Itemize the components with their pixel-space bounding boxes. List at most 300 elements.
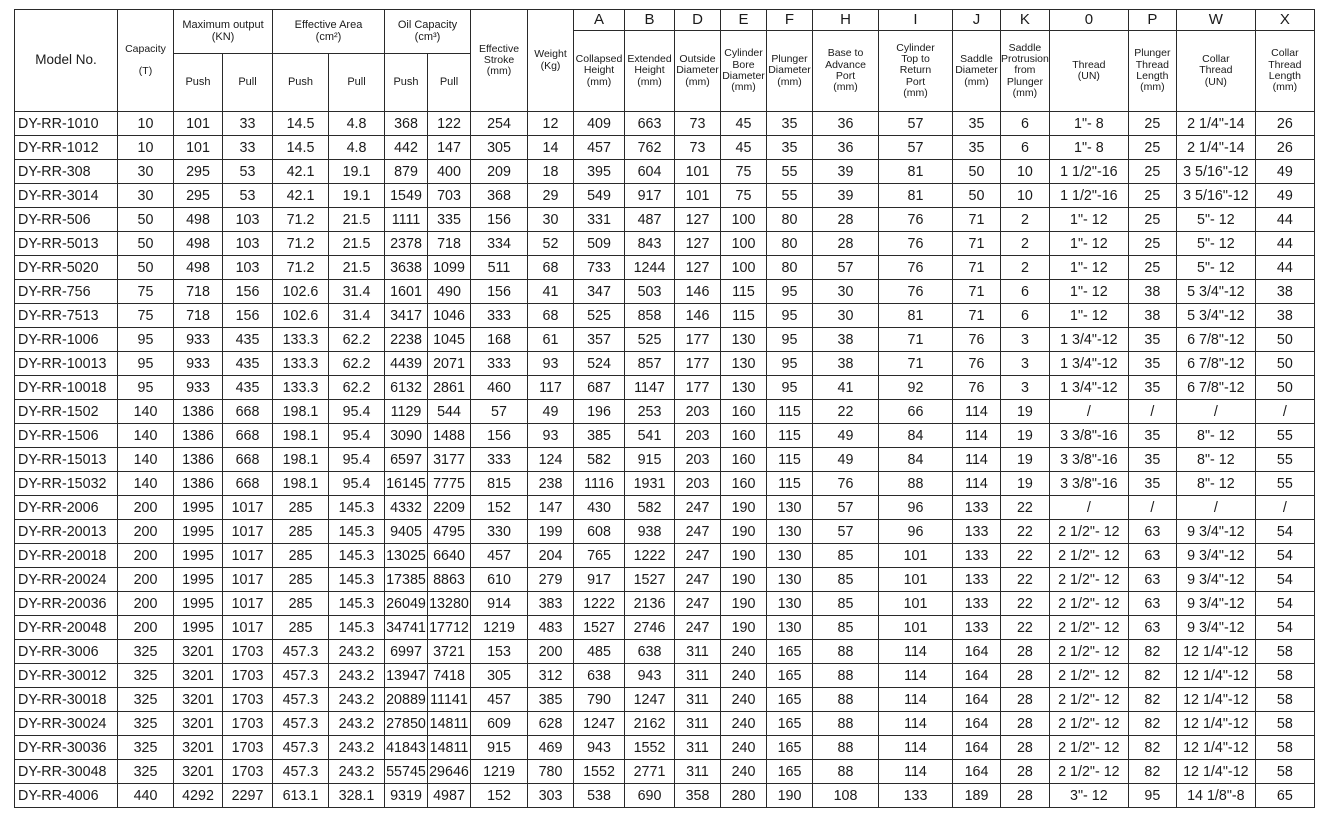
cell-outside-diameter: 177 [675,328,721,352]
cell-extended-height: 582 [625,496,675,520]
cell-collar-thread: 3 5/16"-12 [1176,160,1255,184]
cell-base-to-advance-port: 49 [813,424,879,448]
table-header [15,10,1315,112]
cell-collar-thread-length: 49 [1255,160,1314,184]
cell-collar-thread: 8"- 12 [1176,472,1255,496]
cell-collapsed-height: 457 [574,136,625,160]
cell-saddle-protrusion: 28 [1001,688,1050,712]
cell-saddle-diameter: 114 [953,472,1001,496]
header-letter-i: I [879,10,953,31]
cell-area-pull: 145.3 [329,496,385,520]
cell-extended-height: 1244 [625,256,675,280]
cell-extended-height: 503 [625,280,675,304]
cell-collar-thread-length: 58 [1255,736,1314,760]
cell-area-push: 285 [273,568,329,592]
header-letter-j: J [953,10,1001,31]
cell-oil-push: 6132 [385,376,428,400]
cell-output-pull: 156 [223,280,273,304]
cell-oil-push: 442 [385,136,428,160]
cell-oil-pull: 14811 [428,736,471,760]
cell-base-to-advance-port: 88 [813,760,879,784]
cell-collapsed-height: 733 [574,256,625,280]
cell-base-to-advance-port: 108 [813,784,879,808]
cell-plunger-thread-length: 63 [1128,568,1176,592]
cell-top-to-return-port: 76 [879,208,953,232]
cell-weight: 93 [528,424,574,448]
cell-effective-stroke: 368 [471,184,528,208]
cell-capacity: 10 [118,136,174,160]
header-plunger-diameter: Plunger Diameter (mm) [767,31,813,112]
cell-plunger-diameter: 190 [767,784,813,808]
cell-area-push: 457.3 [273,640,329,664]
cell-model: DY-RR-308 [15,160,118,184]
cell-model: DY-RR-1006 [15,328,118,352]
cell-area-push: 71.2 [273,256,329,280]
cell-thread: 2 1/2"- 12 [1049,592,1128,616]
cell-area-push: 133.3 [273,352,329,376]
header-area-pull: Pull [329,54,385,112]
cell-top-to-return-port: 71 [879,328,953,352]
cell-weight: 68 [528,256,574,280]
cell-oil-pull: 1488 [428,424,471,448]
cell-oil-pull: 8863 [428,568,471,592]
cell-collar-thread: 5 3/4"-12 [1176,280,1255,304]
cell-area-push: 198.1 [273,472,329,496]
cell-weight: 41 [528,280,574,304]
cell-saddle-protrusion: 22 [1001,520,1050,544]
cell-output-pull: 156 [223,304,273,328]
cell-collar-thread-length: 58 [1255,712,1314,736]
cell-top-to-return-port: 81 [879,184,953,208]
cell-area-push: 285 [273,520,329,544]
cell-area-pull: 145.3 [329,616,385,640]
header-collar-thread: Collar Thread (UN) [1176,31,1255,112]
cell-effective-stroke: 305 [471,664,528,688]
cell-area-push: 42.1 [273,160,329,184]
cell-saddle-protrusion: 22 [1001,592,1050,616]
cell-top-to-return-port: 71 [879,352,953,376]
header-cylinder-bore-diameter: Cylinder Bore Diameter (mm) [721,31,767,112]
cell-capacity: 95 [118,376,174,400]
cell-plunger-thread-length: 82 [1128,664,1176,688]
cell-plunger-diameter: 115 [767,400,813,424]
cell-weight: 199 [528,520,574,544]
table-row [15,496,1315,520]
cell-area-push: 133.3 [273,376,329,400]
cell-model: DY-RR-30024 [15,712,118,736]
cell-area-pull: 95.4 [329,472,385,496]
cell-model: DY-RR-30048 [15,760,118,784]
cell-saddle-protrusion: 10 [1001,160,1050,184]
cell-capacity: 325 [118,760,174,784]
cell-weight: 93 [528,352,574,376]
cell-top-to-return-port: 114 [879,664,953,688]
header-letter-0: 0 [1049,10,1128,31]
cell-oil-push: 20889 [385,688,428,712]
cell-bore-diameter: 75 [721,160,767,184]
cell-thread: 1 3/4"-12 [1049,376,1128,400]
cell-top-to-return-port: 76 [879,232,953,256]
header-letter-e: E [721,10,767,31]
cell-collar-thread-length: / [1255,496,1314,520]
table-row [15,208,1315,232]
cell-plunger-thread-length: 82 [1128,640,1176,664]
cell-capacity: 325 [118,712,174,736]
cell-outside-diameter: 73 [675,136,721,160]
table-row [15,568,1315,592]
cell-model: DY-RR-506 [15,208,118,232]
cell-plunger-diameter: 80 [767,256,813,280]
cell-thread: 1 1/2"-16 [1049,160,1128,184]
cell-top-to-return-port: 114 [879,688,953,712]
cell-outside-diameter: 311 [675,712,721,736]
cell-output-push: 1995 [174,616,223,640]
cell-collapsed-height: 357 [574,328,625,352]
cell-weight: 483 [528,616,574,640]
cell-outside-diameter: 311 [675,640,721,664]
cell-base-to-advance-port: 85 [813,568,879,592]
cell-oil-push: 1111 [385,208,428,232]
cell-collar-thread: 8"- 12 [1176,448,1255,472]
cell-saddle-diameter: 133 [953,592,1001,616]
cell-output-pull: 1703 [223,760,273,784]
cell-plunger-thread-length: 82 [1128,688,1176,712]
cell-capacity: 30 [118,184,174,208]
cell-plunger-thread-length: 25 [1128,136,1176,160]
table-row [15,352,1315,376]
cell-oil-push: 2238 [385,328,428,352]
cell-outside-diameter: 101 [675,160,721,184]
cell-oil-pull: 1045 [428,328,471,352]
cell-collar-thread-length: 54 [1255,616,1314,640]
cell-collar-thread-length: 44 [1255,232,1314,256]
cell-oil-push: 3638 [385,256,428,280]
cell-weight: 303 [528,784,574,808]
cell-oil-push: 6997 [385,640,428,664]
cell-collar-thread-length: 38 [1255,304,1314,328]
cell-bore-diameter: 160 [721,448,767,472]
cell-output-push: 933 [174,328,223,352]
cell-saddle-protrusion: 28 [1001,712,1050,736]
cell-top-to-return-port: 114 [879,640,953,664]
cell-bore-diameter: 160 [721,424,767,448]
cell-effective-stroke: 915 [471,736,528,760]
cell-collapsed-height: 385 [574,424,625,448]
cell-bore-diameter: 130 [721,352,767,376]
cell-plunger-thread-length: 82 [1128,736,1176,760]
cell-collar-thread: 12 1/4"-12 [1176,664,1255,688]
cell-outside-diameter: 177 [675,376,721,400]
header-letter-x: X [1255,10,1314,31]
cell-oil-pull: 490 [428,280,471,304]
cell-collar-thread-length: 54 [1255,592,1314,616]
cell-bore-diameter: 190 [721,520,767,544]
cell-top-to-return-port: 101 [879,592,953,616]
cell-output-pull: 103 [223,208,273,232]
cell-top-to-return-port: 81 [879,160,953,184]
cell-plunger-thread-length: 35 [1128,448,1176,472]
cell-thread: 2 1/2"- 12 [1049,616,1128,640]
cell-collar-thread: 3 5/16"-12 [1176,184,1255,208]
cell-collar-thread: 12 1/4"-12 [1176,736,1255,760]
cell-thread: 3"- 12 [1049,784,1128,808]
header-output-pull: Pull [223,54,273,112]
cell-capacity: 140 [118,448,174,472]
cell-model: DY-RR-15013 [15,448,118,472]
table-row [15,784,1315,808]
cell-oil-push: 41843 [385,736,428,760]
cell-extended-height: 663 [625,112,675,136]
cell-base-to-advance-port: 49 [813,448,879,472]
cell-collapsed-height: 524 [574,352,625,376]
cell-extended-height: 1247 [625,688,675,712]
cell-weight: 628 [528,712,574,736]
table-row [15,592,1315,616]
cell-collar-thread: 12 1/4"-12 [1176,760,1255,784]
cell-saddle-diameter: 114 [953,400,1001,424]
cell-effective-stroke: 815 [471,472,528,496]
cell-thread: 1 3/4"-12 [1049,352,1128,376]
cell-thread: 1"- 12 [1049,280,1128,304]
cell-plunger-thread-length: 82 [1128,712,1176,736]
cell-saddle-diameter: 133 [953,568,1001,592]
cell-thread: 1"- 8 [1049,136,1128,160]
cell-saddle-protrusion: 2 [1001,232,1050,256]
cell-thread: 2 1/2"- 12 [1049,664,1128,688]
cell-output-push: 3201 [174,688,223,712]
cell-plunger-thread-length: 63 [1128,520,1176,544]
cell-output-push: 3201 [174,640,223,664]
cell-output-push: 3201 [174,712,223,736]
cell-collar-thread: 5 3/4"-12 [1176,304,1255,328]
cell-extended-height: 2162 [625,712,675,736]
cell-capacity: 95 [118,352,174,376]
cell-bore-diameter: 45 [721,112,767,136]
cell-extended-height: 604 [625,160,675,184]
cell-capacity: 75 [118,304,174,328]
header-letter-f: F [767,10,813,31]
cell-output-push: 1995 [174,592,223,616]
cell-outside-diameter: 311 [675,760,721,784]
cell-oil-pull: 29646 [428,760,471,784]
cell-top-to-return-port: 133 [879,784,953,808]
cell-area-pull: 328.1 [329,784,385,808]
cell-extended-height: 487 [625,208,675,232]
cell-collar-thread: 6 7/8"-12 [1176,376,1255,400]
cell-output-pull: 33 [223,112,273,136]
cell-top-to-return-port: 84 [879,448,953,472]
cell-weight: 68 [528,304,574,328]
cell-oil-push: 368 [385,112,428,136]
cell-output-push: 933 [174,376,223,400]
cell-output-pull: 1017 [223,496,273,520]
cell-plunger-diameter: 95 [767,304,813,328]
cell-outside-diameter: 203 [675,400,721,424]
cell-saddle-protrusion: 22 [1001,616,1050,640]
cell-collar-thread: 5"- 12 [1176,232,1255,256]
cell-bore-diameter: 280 [721,784,767,808]
table-row [15,760,1315,784]
cell-collar-thread-length: 44 [1255,256,1314,280]
cell-saddle-diameter: 164 [953,760,1001,784]
header-letter-h: H [813,10,879,31]
cell-bore-diameter: 240 [721,688,767,712]
cell-outside-diameter: 146 [675,304,721,328]
cell-saddle-diameter: 133 [953,496,1001,520]
cell-top-to-return-port: 114 [879,736,953,760]
cell-capacity: 325 [118,664,174,688]
cell-base-to-advance-port: 28 [813,208,879,232]
cell-extended-height: 858 [625,304,675,328]
cell-thread: 1 3/4"-12 [1049,328,1128,352]
cell-collapsed-height: 1116 [574,472,625,496]
cell-output-push: 295 [174,160,223,184]
cell-bore-diameter: 130 [721,376,767,400]
cell-area-push: 102.6 [273,280,329,304]
cell-plunger-thread-length: 63 [1128,592,1176,616]
cell-model: DY-RR-30012 [15,664,118,688]
cell-plunger-thread-length: 63 [1128,544,1176,568]
cell-collar-thread-length: 55 [1255,424,1314,448]
cell-collapsed-height: 1527 [574,616,625,640]
cell-collar-thread-length: 50 [1255,376,1314,400]
cell-effective-stroke: 334 [471,232,528,256]
cell-plunger-thread-length: 35 [1128,472,1176,496]
cell-thread: 3 3/8"-16 [1049,472,1128,496]
cell-extended-height: 843 [625,232,675,256]
cell-oil-push: 2378 [385,232,428,256]
cell-oil-push: 9319 [385,784,428,808]
cell-effective-stroke: 209 [471,160,528,184]
cell-oil-pull: 147 [428,136,471,160]
header-max-output: Maximum output (KN) [174,10,273,54]
cell-plunger-diameter: 115 [767,424,813,448]
cell-weight: 200 [528,640,574,664]
header-capacity: Capacity (T) [118,10,174,112]
cell-area-pull: 243.2 [329,688,385,712]
cell-area-pull: 4.8 [329,112,385,136]
cell-collapsed-height: 485 [574,640,625,664]
cell-capacity: 440 [118,784,174,808]
cell-plunger-thread-length: 38 [1128,280,1176,304]
cell-output-pull: 435 [223,328,273,352]
cell-effective-stroke: 610 [471,568,528,592]
cell-base-to-advance-port: 38 [813,328,879,352]
cell-thread: 1"- 12 [1049,208,1128,232]
cell-plunger-diameter: 165 [767,640,813,664]
cell-weight: 469 [528,736,574,760]
cell-model: DY-RR-2006 [15,496,118,520]
cell-outside-diameter: 127 [675,256,721,280]
cell-effective-stroke: 333 [471,352,528,376]
header-area-push: Push [273,54,329,112]
cell-collar-thread-length: 58 [1255,760,1314,784]
cell-saddle-protrusion: 28 [1001,664,1050,688]
cell-saddle-diameter: 71 [953,304,1001,328]
cell-output-push: 3201 [174,736,223,760]
cell-weight: 18 [528,160,574,184]
cell-area-push: 14.5 [273,112,329,136]
cell-extended-height: 253 [625,400,675,424]
cell-extended-height: 541 [625,424,675,448]
cell-thread: / [1049,496,1128,520]
cell-area-push: 71.2 [273,232,329,256]
cell-top-to-return-port: 66 [879,400,953,424]
table-row [15,472,1315,496]
table-row [15,256,1315,280]
cell-extended-height: 690 [625,784,675,808]
cell-saddle-diameter: 164 [953,664,1001,688]
cell-weight: 12 [528,112,574,136]
cell-outside-diameter: 247 [675,520,721,544]
table-row [15,448,1315,472]
cell-effective-stroke: 305 [471,136,528,160]
cell-capacity: 200 [118,544,174,568]
cell-collar-thread-length: 50 [1255,328,1314,352]
cell-area-push: 133.3 [273,328,329,352]
cell-base-to-advance-port: 57 [813,520,879,544]
cell-thread: 1"- 12 [1049,232,1128,256]
cell-capacity: 200 [118,568,174,592]
cell-plunger-diameter: 130 [767,544,813,568]
header-saddle-protrusion: Saddle Protrusion from Plunger (mm) [1001,31,1050,112]
cell-area-pull: 145.3 [329,568,385,592]
cell-thread: 2 1/2"- 12 [1049,544,1128,568]
cell-extended-height: 762 [625,136,675,160]
cell-weight: 204 [528,544,574,568]
cell-oil-pull: 3177 [428,448,471,472]
cell-extended-height: 938 [625,520,675,544]
header-base-to-advance-port: Base to Advance Port (mm) [813,31,879,112]
table-row [15,688,1315,712]
cell-area-pull: 31.4 [329,280,385,304]
cell-base-to-advance-port: 36 [813,112,879,136]
cell-extended-height: 1147 [625,376,675,400]
cell-outside-diameter: 127 [675,208,721,232]
cell-extended-height: 943 [625,664,675,688]
cell-plunger-thread-length: 25 [1128,232,1176,256]
cell-output-pull: 53 [223,184,273,208]
cell-output-push: 498 [174,208,223,232]
header-cylinder-top-to-return-port: Cylinder Top to Return Port (mm) [879,31,953,112]
header-collar-thread-length: Collar Thread Length (mm) [1255,31,1314,112]
cell-collar-thread: 9 3/4"-12 [1176,592,1255,616]
cell-saddle-diameter: 164 [953,712,1001,736]
cell-effective-stroke: 457 [471,688,528,712]
cell-plunger-diameter: 95 [767,280,813,304]
cell-extended-height: 857 [625,352,675,376]
cell-oil-pull: 400 [428,160,471,184]
cell-saddle-protrusion: 28 [1001,640,1050,664]
cell-top-to-return-port: 57 [879,136,953,160]
cell-bore-diameter: 190 [721,568,767,592]
cell-oil-pull: 7775 [428,472,471,496]
header-weight: Weight (Kg) [528,10,574,112]
cell-collar-thread-length: 58 [1255,640,1314,664]
cell-output-push: 1995 [174,568,223,592]
cell-plunger-diameter: 55 [767,160,813,184]
cell-effective-stroke: 460 [471,376,528,400]
cell-saddle-protrusion: 6 [1001,304,1050,328]
table-row [15,280,1315,304]
cell-area-pull: 62.2 [329,352,385,376]
cell-collapsed-height: 608 [574,520,625,544]
cell-oil-push: 13947 [385,664,428,688]
cell-oil-pull: 2071 [428,352,471,376]
cell-output-pull: 1703 [223,736,273,760]
cell-collapsed-height: 509 [574,232,625,256]
cell-top-to-return-port: 114 [879,760,953,784]
